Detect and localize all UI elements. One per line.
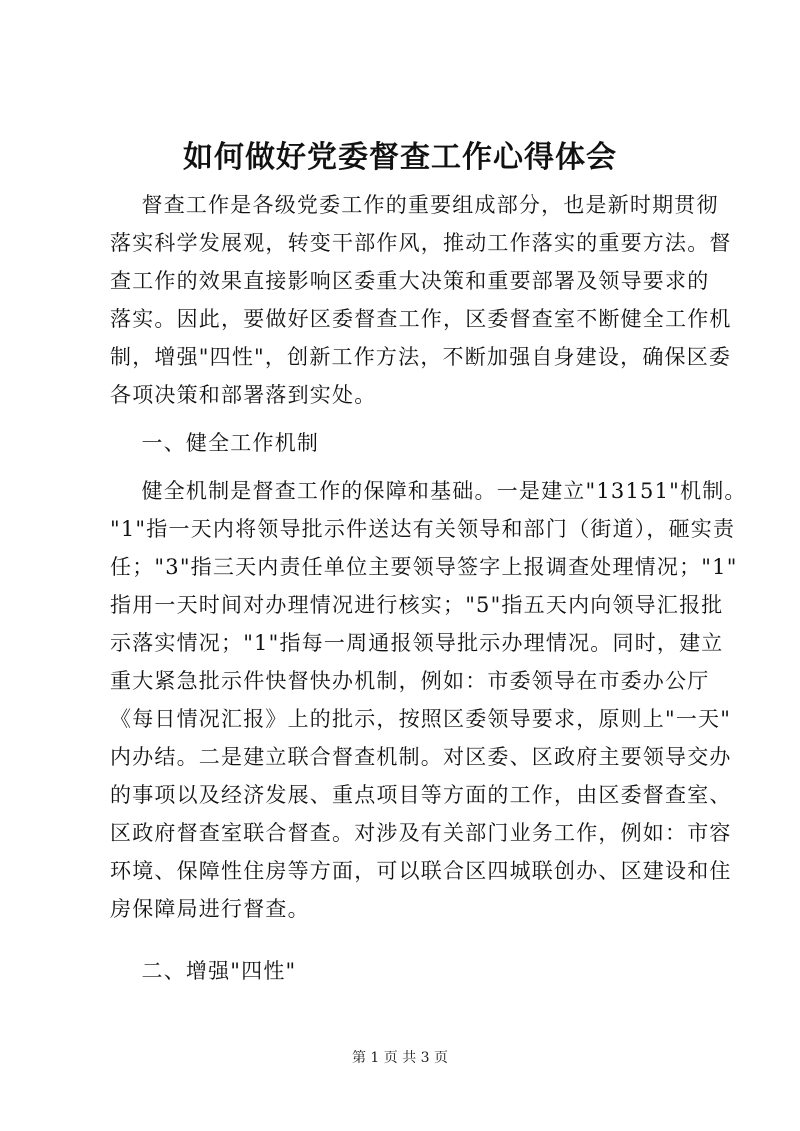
body-line: 区政府督查室联合督查。对涉及有关部门业务工作，例如：市容 [110, 821, 732, 845]
body-line: 示落实情况；"1"指每一周通报领导批示办理情况。同时，建立 [110, 631, 724, 655]
body-line: 的事项以及经济发展、重点项目等方面的工作，由区委督查室、 [110, 783, 732, 807]
body-line: 房保障局进行督查。 [110, 897, 310, 921]
body-line: 落实。因此，要做好区委督查工作，区委督查室不断健全工作机 [110, 307, 732, 331]
body-line: 内办结。二是建立联合督查机制。对区委、区政府主要领导交办 [110, 745, 732, 769]
body-line: 各项决策和部署落到实处。 [110, 383, 377, 407]
body-line: 落实科学发展观，转变干部作风，推动工作落实的重要方法。督 [110, 231, 732, 255]
page-footer: 第 1 页 共 3 页 [351, 1050, 449, 1066]
body-line: 健全机制是督查工作的保障和基础。一是建立"13151"机制。 [110, 479, 747, 503]
body-line: 制，增强"四性"，创新工作方法，不断加强自身建设，确保区委 [110, 345, 732, 369]
body-line: 重大紧急批示件快督快办机制，例如：市委领导在市委办公厅 [110, 669, 710, 693]
body-line: 督查工作是各级党委工作的重要组成部分，也是新时期贯彻 [110, 193, 719, 217]
body-line: "1"指一天内将领导批示件送达有关领导和部门（街道），砸实责 [110, 517, 736, 541]
body-line: 查工作的效果直接影响区委重大决策和重要部署及领导要求的 [110, 269, 710, 293]
body-line: 环境、保障性住房等方面，可以联合区四城联创办、区建设和住 [110, 859, 732, 883]
body-line: 指用一天时间对办理情况进行核实；"5"指五天内向领导汇报批 [110, 593, 724, 617]
body-line: 《每日情况汇报》上的批示，按照区委领导要求，原则上"一天" [110, 707, 732, 731]
section-heading: 一、健全工作机制 [110, 431, 320, 455]
body-line: 任；"3"指三天内责任单位主要领导签字上报调查处理情况；"1" [110, 555, 738, 579]
document-title: 如何做好党委督查工作心得体会 [183, 140, 617, 175]
section-heading: 二、增强"四性" [110, 959, 297, 983]
